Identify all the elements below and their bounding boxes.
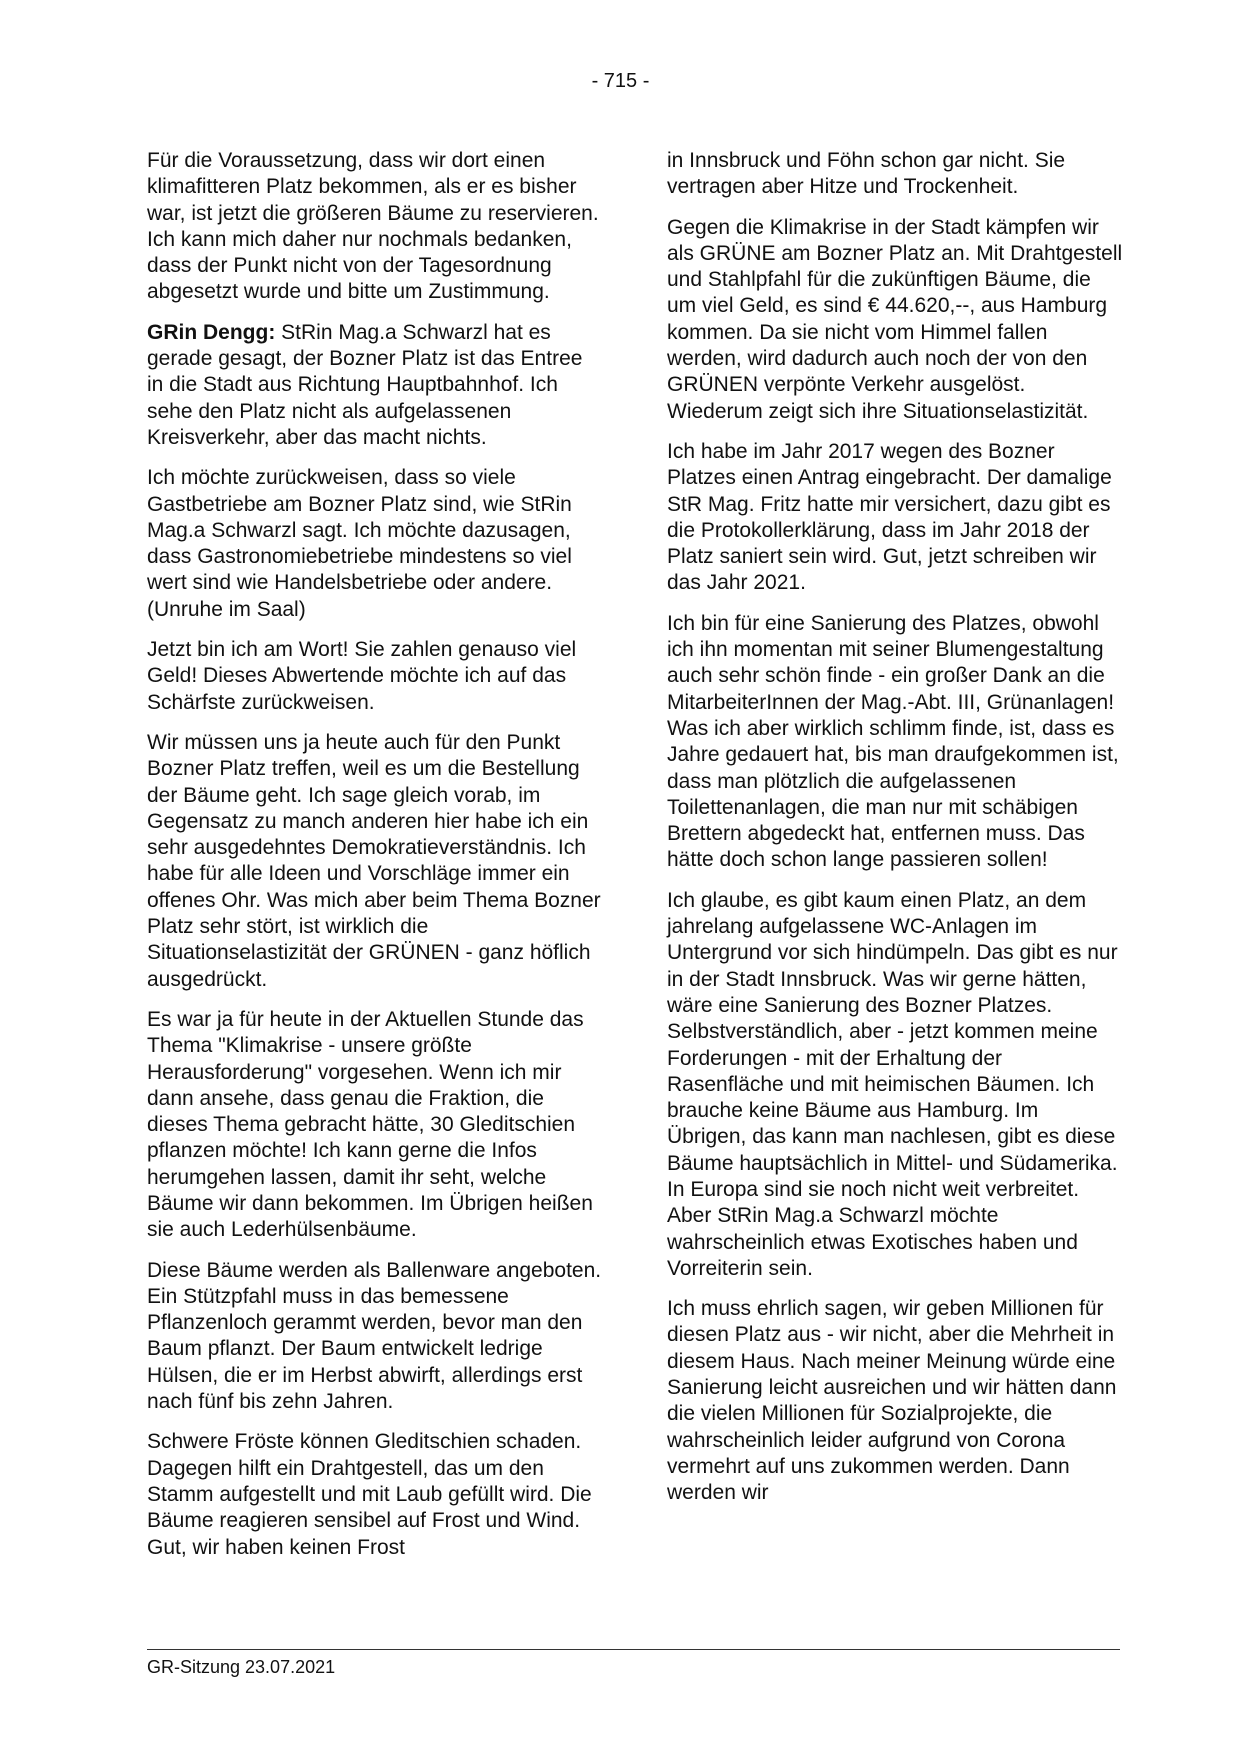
footer-divider [147,1649,1120,1650]
footer-session-date: GR-Sitzung 23.07.2021 [147,1657,336,1677]
speaker-name: GRin Dengg: [147,320,276,344]
paragraph-speaker [147,320,603,451]
paragraph: Ich muss ehrlich sagen, wir geben Millionen für diesen Platz aus - wir nicht, aber die Mehrheit in diesem Haus. Nach meiner Meinung würde eine Sanierung leicht ausreichen und wir hätten dann die vielen Millionen für Sozialprojekte, die wahrscheinlich leider aufgrund von Corona vermehrt auf uns zukommen werden. Dann werden wir [667,1297,1117,1505]
paragraph: Ich möchte zurückweisen, dass so viele Gastbetriebe am Bozner Platz sind, wie StRin Mag.a Schwarzl sagt. Ich möchte dazusagen, dass Gastronomiebetriebe mindestens so viel wert sind wie Handelsbetriebe oder andere. (Unruhe im Saal) [147,466,572,621]
paragraph: Jetzt bin ich am Wort! Sie zahlen genauso viel Geld! Dieses Abwertende möchte ich auf das Schärfste zurückweisen. [147,638,577,714]
paragraph: Für die Voraussetzung, dass wir dort einen klimafitteren Platz bekommen, als er es bisher war, ist jetzt die größeren Bäume zu reservieren. Ich kann mich daher nur nochmals bedanken, dass der Punkt nicht von der Tagesordnung abgesetzt wurde und bitte um Zustimmung. [147,149,599,304]
paragraph: Wir müssen uns ja heute auch für den Punkt Bozner Platz treffen, weil es um die Bestellung der Bäume geht. Ich sage gleich vorab, im Gegensatz zu manch anderen hier habe ich ein sehr ausgedehntes Demokratieverständnis. Ich habe für alle Ideen und Vorschläge immer ein offenes Ohr. Was mich aber beim Thema Bozner Platz sehr stört, ist wirklich die Situationselastizität der GRÜNEN - ganz höflich ausgedrückt. [147,730,601,991]
page-number: - 715 - [591,70,650,92]
right-column [667,148,1123,1521]
paragraph: Gegen die Klimakrise in der Stadt kämpfen wir als GRÜNE am Bozner Platz an. Mit Drahtgestell und Stahlpfahl für die zukünftigen Bäume, die um viel Geld, es sind € 44.620,--, aus Hamburg kommen. Da sie nicht vom Himmel fallen werden, wird dadurch auch noch der von den GRÜNEN verpönte Verkehr ausgelöst. Wiederum zeigt sich ihre Situationselastizität. [667,215,1123,423]
paragraph: Es war ja für heute in der Aktuellen Stunde das Thema "Klimakrise - unsere größte Herausforderung" vorgesehen. Wenn ich mir dann ansehe, dass genau die Fraktion, die dieses Thema gebracht hätte, 30 Gleditschien pflanzen möchte! Ich kann gerne die Infos herumgehen lassen, damit ihr seht, welche Bäume wir dann bekommen. Im Übrigen heißen sie auch Lederhülsenbäume. [147,1007,593,1242]
paragraph-text: StRin Mag.a Schwarzl hat es gerade gesagt, der Bozner Platz ist das Entree in die Stadt aus Richtung Hauptbahnhof. Ich sehe den Platz nicht als aufgelassenen Kreisverkehr, aber das macht nichts. [147,320,583,449]
left-column [147,148,603,1575]
paragraph: in Innsbruck und Föhn schon gar nicht. Sie vertragen aber Hitze und Trockenheit. [667,149,1066,199]
paragraph: Diese Bäume werden als Ballenware angeboten. Ein Stützpfahl muss in das bemessene Pflanzenloch gerammt werden, bevor man den Baum pflanzt. Der Baum entwickelt ledrige Hülsen, die er im Herbst abwirft, allerdings erst nach fünf bis zehn Jahren. [147,1258,602,1414]
paragraph: Ich habe im Jahr 2017 wegen des Bozner Platzes einen Antrag eingebracht. Der damalige StR Mag. Fritz hatte mir versichert, dazu gibt es die Protokollerklärung, dass im Jahr 2018 der Platz saniert sein wird. Gut, jetzt schreiben wir das Jahr 2021. [667,439,1112,595]
paragraph: Ich bin für eine Sanierung des Platzes, obwohl ich ihn momentan mit seiner Blumengestaltung auch sehr schön finde - ein großer Dank an die MitarbeiterInnen der Mag.-Abt. III, Grünanlagen! Was ich aber wirklich schlimm finde, ist, dass es Jahre gedauert hat, bis man draufgekommen ist, dass man plötzlich die aufgelassenen Toilettenanlagen, die man nur mit schäbigen Brettern abgedeckt hat, entfernen muss. Das hätte doch schon lange passieren sollen! [667,611,1119,872]
paragraph: Ich glaube, es gibt kaum einen Platz, an dem jahrelang aufgelassene WC-Anlagen im Untergrund vor sich hindümpeln. Das gibt es nur in der Stadt Innsbruck. Was wir gerne hätten, wäre eine Sanierung des Bozner Platzes. Selbstverständlich, aber - jetzt kommen meine Forderungen - mit der Erhaltung der Rasenfläche und mit heimischen Bäumen. Ich brauche keine Bäume aus Hamburg. Im Übrigen, das kann man nachlesen, gibt es diese Bäume hauptsächlich in Mittel- und Südamerika. In Europa sind sie noch nicht weit verbreitet. Aber StRin Mag.a Schwarzl möchte wahrscheinlich etwas Exotisches haben und Vorreiterin sein. [667,888,1118,1280]
paragraph: Schwere Fröste können Gleditschien schaden. Dagegen hilft ein Drahtgestell, das um den Stamm aufgestellt und mit Laub gefüllt wird. Die Bäume reagieren sensibel auf Frost und Wind. Gut, wir haben keinen Frost [147,1430,592,1559]
